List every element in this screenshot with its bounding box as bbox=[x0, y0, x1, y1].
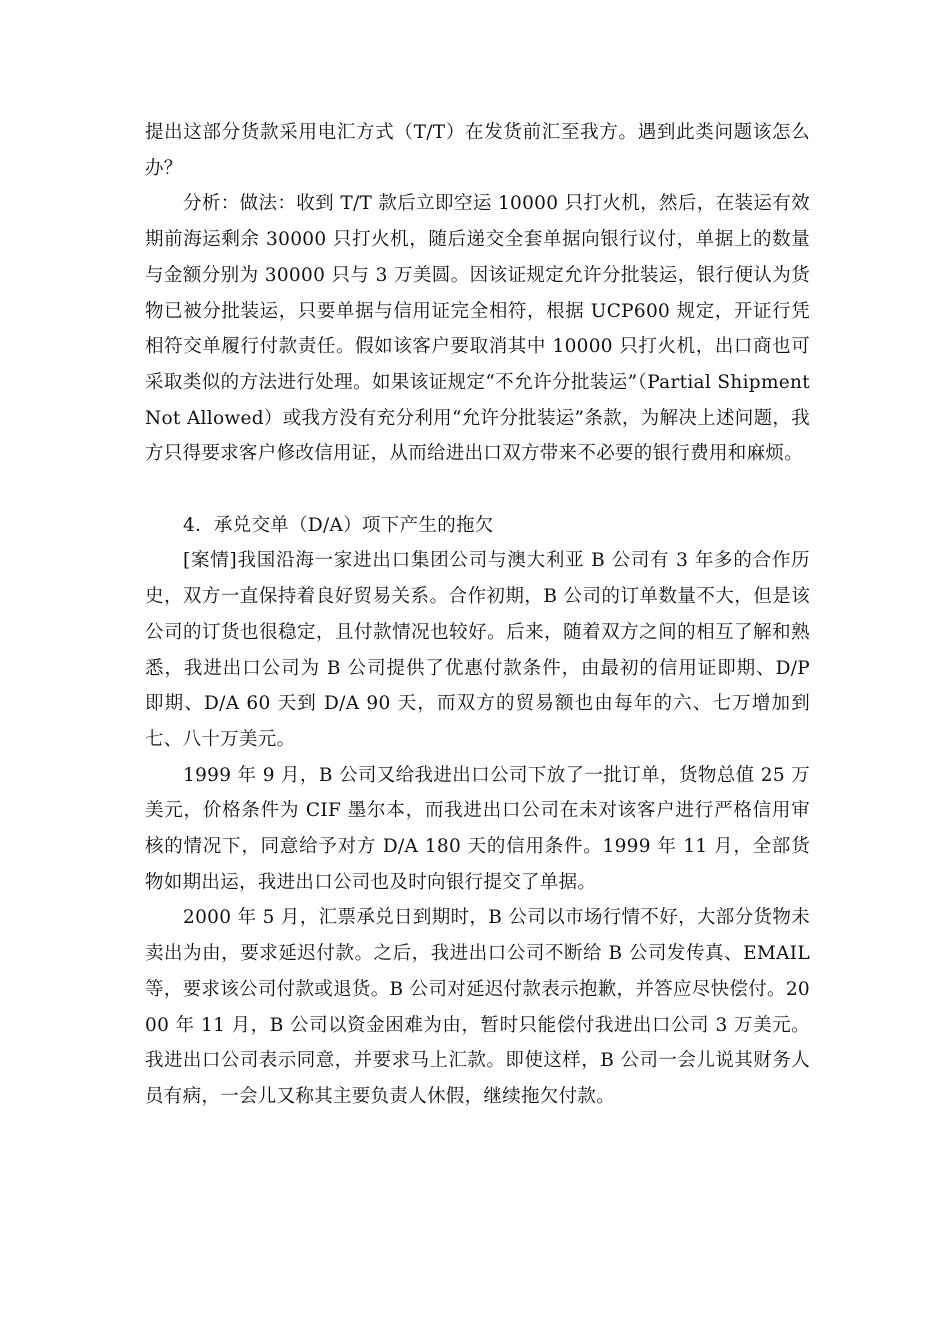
paragraph-case: [案情]我国沿海一家进出口集团公司与澳大利亚 B 公司有 3 年多的合作历史，双方一直保持着良好贸易关系。合作初期，B 公司的订单数量不大，但是该公司的订货也很稳定，且付款情况也较好。后来，随着双方之间的相互了解和熟悉，我进出口公司为 B 公司提供了优惠付款条件，由最初的信用证即期、D/P 即期、D/A 60 天到 D/A 90 天，而双方的贸易额也由每年的六、七万增加到七、八十万美元。 bbox=[145, 550, 810, 750]
section-heading: 4．承兑交单（D/A）项下产生的拖欠 bbox=[183, 514, 494, 536]
paragraph-1999: 1999 年 9 月，B 公司又给我进出口公司下放了一批订单，货物总值 25 万美元，价格条件为 CIF 墨尔本，而我进出口公司在未对该客户进行严格信用审核的情况下，同意给予对方 D/A 180 天的信用条件。1999 年 11 月，全部货物如期出运，我进出口公司也及时向银行提交了单据。 bbox=[145, 764, 810, 893]
paragraph-continued: 提出这部分货款采用电汇方式（T/T）在发货前汇至我方。遇到此类问题该怎么办？ bbox=[145, 122, 810, 179]
paragraph-analysis: 分析：做法：收到 T/T 款后立即空运 10000 只打火机，然后，在装运有效期前海运剩余 30000 只打火机，随后递交全套单据向银行议付，单据上的数量与金额分别为 30000 只与 3 万美圆。因该证规定允许分批装运，银行便认为货物已被分批装运，只要单据与信用证完全相符，根据 UCP600 规定，开证行凭相符交单履行付款责任。假如该客户要取消其中 10000 只打火机，出口商也可采取类似的方法进行处理。如果该证规定“不允许分批装运”（Partial Shipment Not Allowed）或我方没有充分利用“允许分批装运”条款，为解决上述问题，我方只得要求客户修改信用证，从而给进出口双方带来不必要的银行费用和麻烦。 bbox=[145, 193, 810, 465]
document-body bbox=[145, 115, 810, 1115]
paragraph-2000: 2000 年 5 月，汇票承兑日到期时，B 公司以市场行情不好，大部分货物未卖出为由，要求延迟付款。之后，我进出口公司不断给 B 公司发传真、EMAIL 等，要求该公司付款或退货。B 公司对延迟付款表示抱歉，并答应尽快偿付。2000 年 11 月，B 公司以资金困难为由，暂时只能偿付我进出口公司 3 万美元。我进出口公司表示同意，并要求马上汇款。即使这样，B 公司一会儿说其财务人员有病，一会儿又称其主要负责人休假，继续拖欠付款。 bbox=[145, 907, 810, 1107]
